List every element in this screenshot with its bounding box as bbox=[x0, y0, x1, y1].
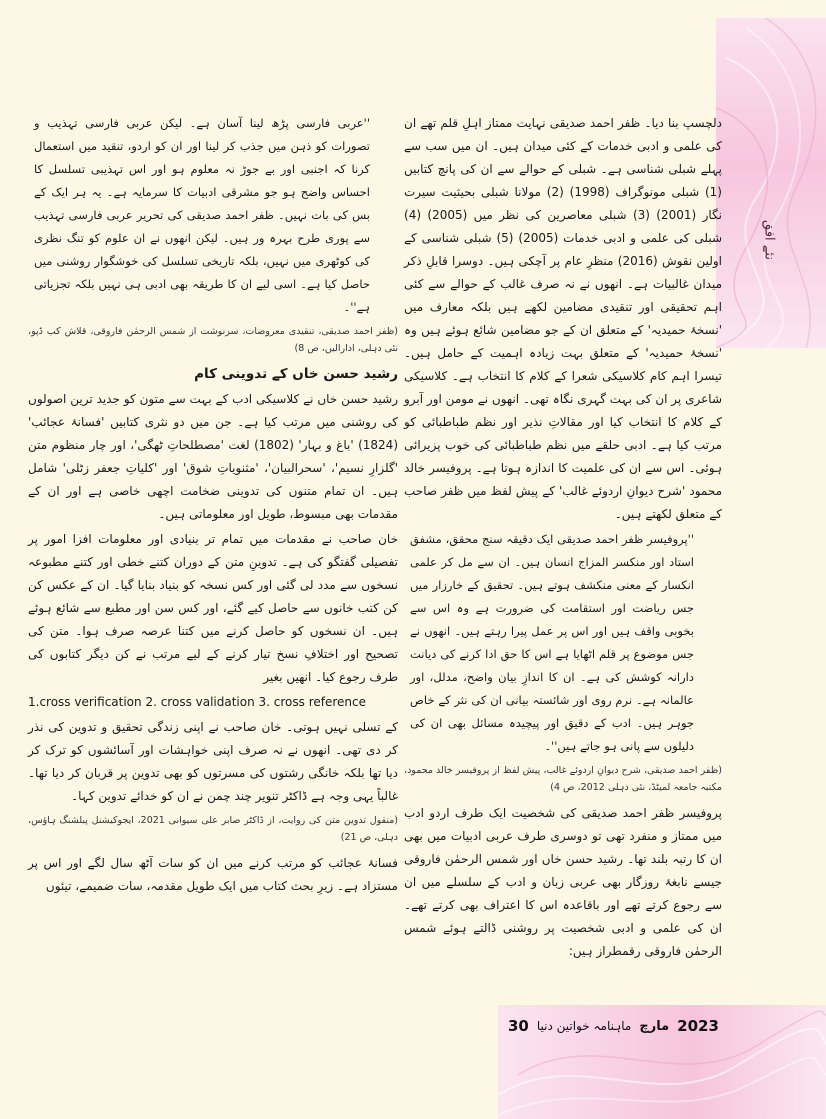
paragraph-rasheed-works: رشید حسن خاں نے کلاسیکی ادب کے بہت سے متون کو جدید ترین اصولوں کی روشنی میں مرتب کیا ہے۔ جن میں دو نثری کتابیں 'فسانۂ عجائب' (1824) 'باغ و بہار' (1802) لغت 'مصطلحاتِ ٹھگی'، اور چار منظوم متن 'گلزارِ نسیم'، 'سحرالبیان'، 'مثنویاتِ شوق' اور 'کلیاتِ جعفر زٹلی' شامل ہیں۔ ان تمام متنوں کی تدوینی ضخامت اچھی خاصی ہے اور ان کے مقدمات بھی مبسوط، طویل اور معلوماتی ہیں۔ bbox=[28, 392, 398, 521]
issue-year: 2023 bbox=[677, 1017, 719, 1035]
paragraph-shibli-ghalib: دلچسپ بنا دیا۔ ظفر احمد صدیقی نہایت ممتاز اہلِ قلم تھے ان کی علمی و ادبی خدمات کے کئی میدان ہیں۔ ان میں سب سے پہلے شبلی شناسی ہے۔ شبلی کے حوالے سے ان کی پانچ کتابیں (1) شبلی مونوگراف (1998) (2) مولانا شبلی بحیثیت سیرت نگار (2001) (3) شبلی معاصرین کی نظر میں (2005) (4) شبلی کی علمی و ادبی خدمات (2005) (5) شبلی شناسی کے اولین نقوش (2016) منظرِ عام پر آچکی ہیں۔ دوسرا قابلِ ذکر میدان غالبیات ہے۔ انھوں نے نہ صرف غالب کے حوالے سے کئی اہم تحقیقی اور تنقیدی مضامین لکھے ہیں بلکہ معارف میں 'نسخۂ حمیدیہ' کے متعلق ان کے جو مضامین شائع ہوئے ہیں وہ 'نسخۂ حمیدیہ' کے متعلق بہت زیادہ اہمیت کے حامل ہیں۔ تیسرا اہم کام کلاسیکی شعرا کے کلام کا انتخاب ہے۔ کلاسیکی شاعری پر ان کی بہت گہری نگاہ تھی۔ انھوں نے مومن اور آبرو کے کلام کا انتخاب کیا اور مقالاتِ نذیر اور نظم طباطبائی کو مرتب کیا ہے۔ ادبی حلقے میں نظم طباطبائی کی خوب پزیرائی ہوئی۔ اس سے ان کی علمیت کا اندازہ ہوتا ہے۔ پروفیسر خالد محمود 'شرح دیوانِ اردوئے غالب' کے پیش لفظ میں ظفر صاحب کے متعلق لکھتے ہیں۔ bbox=[404, 116, 723, 521]
left-column bbox=[28, 112, 398, 900]
reference-2: (ظفر احمد صدیقی، تنقیدی معروضات، سرنوشت از شمس الرحمٰن فاروقی، قلاش کب ڈپو، نئی دہلی، ادارالیں، ص 8) bbox=[28, 326, 398, 354]
decorative-swirl-top bbox=[716, 18, 826, 348]
quote-faruqi: ''عربی فارسی پڑھ لینا آسان ہے۔ لیکن عربی فارسی تہذیب و تصورات کو ذہن میں جذب کر لینا اور ان کو اردو، تنقید میں استعمال کرنا کہ اجنبی اور بے جوڑ نہ معلوم ہو اور اس تہذیبی تسلسل کا احساس واضح ہو جو مشرقی ادبیات کا سرمایہ ہے۔ یہ ہر ایک کے بس کی بات نہیں۔ ظفر احمد صدیقی کی تحریر عربی فارسی تہذیب سے پوری طرح بہرہ ور ہیں۔ لیکن انھوں نے ان علوم کو تنگ نظری کی کوٹھری میں نہیں، بلکہ تاریخی تسلسل کی خوشگوار روشنی میں حاصل کیا ہے۔ اسی لیے ان کا طریقہ بھی ادبی ہی نہیں بلکہ تجزیاتی ہے''۔ bbox=[34, 116, 370, 314]
section-heading: رشید حسن خاں کے تدوینی کام bbox=[194, 366, 398, 382]
paragraph-dedication: کے تسلی نہیں ہوتی۔ خان صاحب نے اپنی زندگی تحقیق و تدوین کی نذر کر دی تھی۔ انھوں نے نہ صرف اپنی خواہشات اور آسائشوں کو ترک کر دیا تھا بلکہ خانگی رشتوں کی مسرتوں کو بھی تدوین پر قربان کر دیا تھا۔ غالباً یہی وجہ ہے ڈاکٹر تنویر چند چمن نے ان کو خدائے تدوین کہا۔ bbox=[28, 720, 398, 803]
page-footer bbox=[508, 1012, 748, 1040]
paragraph-fasana-ajaib: فسانۂ عجائب کو مرتب کرنے میں ان کو سات آٹھ سال لگے اور اس پر مستزاد ہے۔ زیرِ بحث کتاب میں ایک طویل مقدمہ، سات ضمیمے، تیئوں bbox=[28, 856, 398, 893]
paragraph-personality: پروفیسر ظفر احمد صدیقی کی شخصیت ایک طرف اردو ادب میں ممتاز و منفرد تھی تو دوسری طرف عربی ادبیات میں بھی ان کا رتبہ بلند تھا۔ رشید حسن خاں اور شمس الرحمٰن فاروقی جیسے نابغۂ روزگار بھی عربی زبان و ادب کے سلسلے میں ان سے رجوع کرتے تھے اور باقاعدہ اس کا اعتراف بھی کرتے تھے۔ ان کی علمی و ادبی شخصیت پر روشنی ڈالتے ہوئے شمس الرحمٰن فاروقی رقمطراز ہیں: bbox=[404, 806, 722, 958]
english-terms: 1.cross verification 2. cross validation 3. cross reference bbox=[28, 695, 367, 709]
magazine-name: ماہنامہ خواتین دنیا bbox=[536, 1019, 632, 1033]
paragraph-introductions: خان صاحب نے مقدمات میں تمام تر بنیادی اور معلومات افزا امور پر تفصیلی گفتگو کی ہے۔ تدوینِ متن کے دوران کتنے خطی اور کتنے مطبوعہ نسخوں سے مدد لی گئی اور کس نسخہ کو بنیاد بنایا گیا۔ ان کے عکس کن کن کتب خانوں سے حاصل کیے گئے، اور کس سن اور مطبع سے شائع ہوئے ہیں۔ ان نسخوں کو حاصل کرنے میں کتنا عرصہ صرف ہوا۔ متن کی تصحیح اور اختلافِ نسخ تیار کرنے کے لیے مرتب نے کن دیگر کتابوں کی طرف رجوع کیا۔ انھیں بغیر bbox=[28, 532, 398, 684]
section-side-tab bbox=[756, 210, 782, 270]
section-side-tab-label: نئے افق bbox=[761, 220, 777, 260]
quote-khalid-mahmood: ''پروفیسر ظفر احمد صدیقی ایک دقیقہ سنج محقق، مشفق استاد اور منکسر المزاج انسان ہیں۔ ان سے مل کر علمی انکسار کے معنی منکشف ہوتے ہیں۔ تحقیق کے خارزار میں جس ریاضت اور استقامت کی ضرورت ہے وہ اس سے بخوبی واقف ہیں اور اس پر عمل پیرا رہتے ہیں۔ انھوں نے جس موضوع پر قلم اٹھایا ہے اس کا حق ادا کرنے کی دیانت دارانہ کوشش کی ہے۔ ان کا اندازِ بیان واضح، مدلل، اور عالمانہ ہے۔ نرم روی اور شائستہ بیانی ان کی نثر کے خاص جوہر ہیں۔ ادب کے دقیق اور پیچیدہ مسائل بھی ان کی دلیلوں سے پانی ہو جاتے ہیں''۔ bbox=[410, 532, 694, 753]
reference-3: (منقول تدوین متن کی روایت، از ڈاکٹر صابر علی سیوانی 2021، ایجوکیشنل پبلشنگ ہاؤس، دہلی، ص 21) bbox=[28, 815, 398, 843]
page-number: 30 bbox=[508, 1017, 529, 1035]
right-column bbox=[404, 112, 722, 965]
reference-1: (ظفر احمد صدیقی، شرح دیوانِ اردوئے غالب، پیش لفظ از پروفیسر خالد محمود، مکتبہ جامعہ لمیٹڈ، نئی دہلی 2012، ص 4) bbox=[404, 765, 722, 793]
issue-month: مارچ bbox=[639, 1018, 670, 1034]
